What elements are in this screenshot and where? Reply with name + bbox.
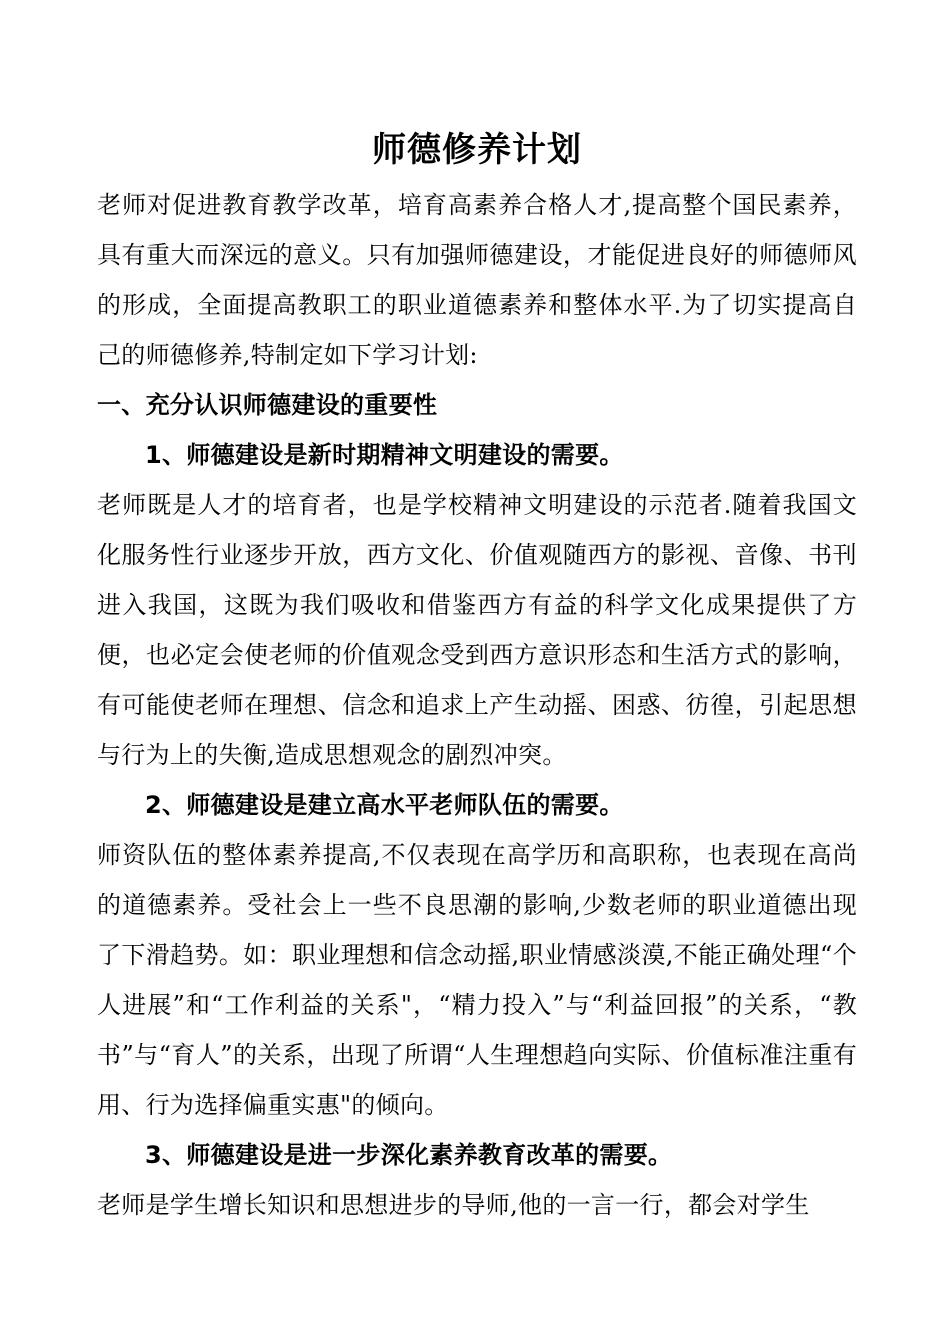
subsection-heading-2: 2、师德建设是建立高水平老师队伍的需要。 [145,791,624,819]
intro-paragraph: 老师对促进教育教学改革，培育高素养合格人才,提高整个国民素养，具有重大而深远的意义。只有加强师德建设，才能促进良好的师德师风的形成，全面提高教职工的职业道德素养和整体水平.为了切实提高自己的师德修养,特制定如下学习计划: [97,191,857,369]
subsection-body-3: 老师是学生增长知识和思想进步的导师,他的一言一行，都会对学生 [97,1191,810,1219]
document-content [97,120,857,1230]
section-heading-importance: 一、充分认识师德建设的重要性 [97,391,438,419]
subsection-heading-3: 3、师德建设是进一步深化素养教育改革的需要。 [145,1141,673,1169]
page-title: 师德修养计划 [372,130,582,170]
subsection-body-2: 师资队伍的整体素养提高,不仅表现在高学历和高职称，也表现在高尚的道德素养。受社会上一些不良思潮的影响,少数老师的职业道德出现了下滑趋势。如：职业理想和信念动摇,职业情感淡漠,不能正确处理“个人进展”和“工作利益的关系"，“精力投入”与“利益回报”的关系，“教书”与“育人”的关系，出现了所谓“人生理想趋向实际、价值标准注重有用、行为选择偏重实惠"的倾向。 [97,841,857,1119]
subsection-heading-1: 1、师德建设是新时期精神文明建设的需要。 [145,441,624,469]
subsection-body-1: 老师既是人才的培育者，也是学校精神文明建设的示范者.随着我国文化服务性行业逐步开放，西方文化、价值观随西方的影视、音像、书刊进入我国，这既为我们吸收和借鉴西方有益的科学文化成果提供了方便，也必定会使老师的价值观念受到西方意识形态和生活方式的影响，有可能使老师在理想、信念和追求上产生动摇、困惑、彷徨，引起思想与行为上的失衡,造成思想观念的剧烈冲突。 [97,491,857,769]
